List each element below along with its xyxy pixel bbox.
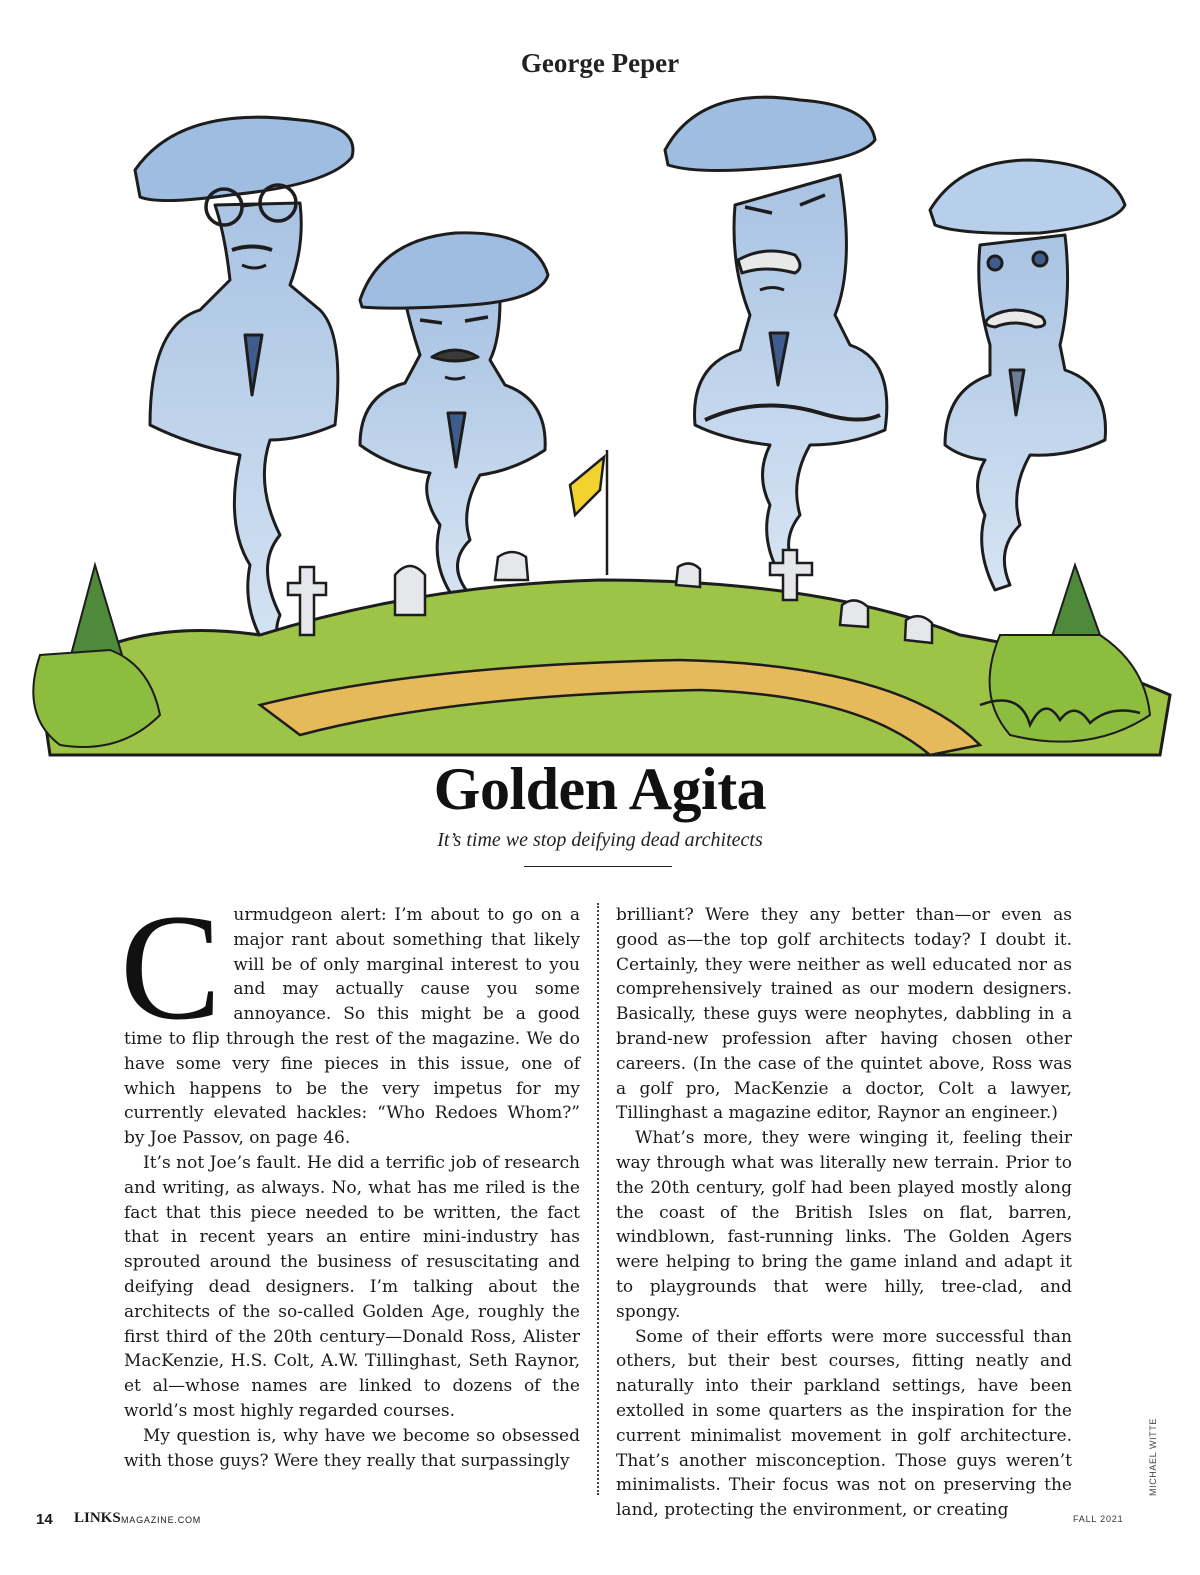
paragraph: brilliant? Were they any better than—or even as good as—the top golf architects today? I doubt it. Certainly, they were neither as well educated nor as comprehensively trained as our modern designers. Basically, these guys were neophytes, dabbling in a brand-new profession after having chosen other careers. (In the case of the quintet above, Ross was a golf pro, MacKenzie a doctor, Colt a lawyer, Tillinghast a magazine editor, Raynor an engineer.) (616, 905, 1072, 1124)
header-illustration (0, 95, 1200, 765)
drop-cap: C (120, 883, 222, 1051)
ghost-architect-3 (665, 97, 887, 575)
author-byline: George Peper (520, 48, 680, 78)
body-column-right (616, 903, 1072, 1523)
paragraph: It’s not Joe’s fault. He did a terrific job of research and writing, as always. No, what has me riled is the fact that this piece needed to be written, the fact that in recent years an entire mini-industry has sprouted around the business of resuscitating and deifying dead designers. I’m talking about the architects of the so-called Golden Age, roughly the first third of the 20th century—Donald Ross, Alister MacKenzie, H.S. Colt, A.W. Tillinghast, Seth Raynor, et al—whose names are linked to dozens of the world’s most highly regarded courses. (124, 1152, 580, 1421)
paragraph: What’s more, they were winging it, feeling their way through what was literally new terrain. Prior to the 20th century, golf had been played mostly along the coast of the British Isles on flat, barren, windblown, fast-running links. The Golden Agers were helping to bring the game inland and adapt it to playgrounds that were hilly, tree-clad, and spongy. (616, 1128, 1072, 1322)
ghost-architect-4 (930, 160, 1125, 590)
article-headline: Golden Agita (433, 756, 767, 822)
footer-brand: LINKS (74, 1510, 121, 1526)
paragraph: urmudgeon alert: I’m about to go on a major rant about something that likely will be of only marginal interest to you and may actually cause you some annoyance. So this might be a good time to flip through the rest of the magazine. We do have some very fine pieces in this issue, one of which happens to be the very impetus for my currently elevated hackles: “Who Redoes Whom?” by Joe Passov, on page 46. (124, 905, 580, 1149)
paragraph: My question is, why have we become so obsessed with those guys? Were they really that surpassingly (124, 1425, 580, 1471)
flag-pin (570, 450, 607, 575)
ghost-architect-2 (360, 233, 548, 600)
body-column-left (120, 883, 580, 1473)
paragraph: Some of their efforts were more successful than others, but their best courses, fitting neatly and naturally into their parkland settings, have been extolled in some quarters as the inspiration for the current minimalist movement in golf architecture. That’s another misconception. Those guys weren’t minimalists. Their focus was not on preserving the land, protecting the environment, or creating (616, 1326, 1072, 1521)
dek-rule (524, 866, 672, 867)
ghost-architect-1 (135, 117, 353, 660)
illustration-credit: MICHAEL WITTE (1148, 1418, 1158, 1496)
page-number: 14 (36, 1511, 53, 1528)
footer-issue: FALL 2021 (1073, 1514, 1124, 1524)
article-dek: It’s time we stop deifying dead architects (437, 829, 763, 851)
footer-site: MAGAZINE.COM (121, 1515, 202, 1525)
column-divider (597, 903, 599, 1495)
